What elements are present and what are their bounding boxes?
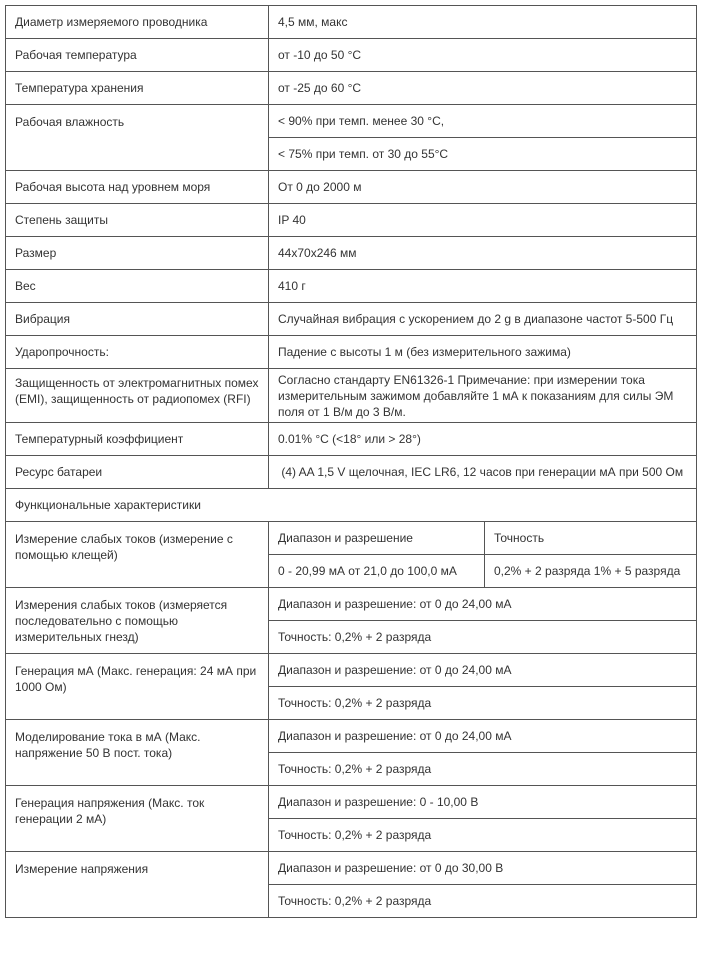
spec-label: Измерение слабых токов (измерение с помощью клещей) <box>6 522 269 588</box>
spec-label: Рабочая температура <box>6 39 269 72</box>
spec-value: < 90% при темп. менее 30 °C, <box>269 105 697 138</box>
spec-value: 0.01% °C (<18° или > 28°) <box>269 423 697 456</box>
range-value: Диапазон и разрешение: от 0 до 24,00 мА <box>269 588 697 621</box>
spec-value: 44x70x246 мм <box>269 237 697 270</box>
table-row <box>6 654 697 687</box>
range-value: Диапазон и разрешение: от 0 до 24,00 мА <box>269 720 697 753</box>
spec-value: от -10 до 50 °C <box>269 39 697 72</box>
spec-value: Согласно стандарту EN61326-1 Примечание: при измерении тока измерительным зажимом добавляйте 1 мА к показаниям для силы ЭМ поля от 1 В/м до 3 В/м. <box>269 369 697 423</box>
spec-value: < 75% при темп. от 30 до 55°C <box>269 138 697 171</box>
table-row <box>6 852 697 885</box>
spec-label: Рабочая высота над уровнем моря <box>6 171 269 204</box>
section-title: Функциональные характеристики <box>6 489 697 522</box>
spec-label: Степень защиты <box>6 204 269 237</box>
spec-label: Вес <box>6 270 269 303</box>
spec-label: Вибрация <box>6 303 269 336</box>
spec-label: Рабочая влажность <box>6 105 269 171</box>
table-row <box>6 303 697 336</box>
table-row <box>6 237 697 270</box>
spec-value: 4,5 мм, макс <box>269 6 697 39</box>
table-row <box>6 423 697 456</box>
spec-value: IP 40 <box>269 204 697 237</box>
table-row <box>6 171 697 204</box>
range-value: 0 - 20,99 мА от 21,0 до 100,0 мА <box>269 555 485 588</box>
table-row <box>6 72 697 105</box>
spec-label: Ударопрочность: <box>6 336 269 369</box>
spec-value: (4) AA 1,5 V щелочная, IEC LR6, 12 часов при генерации мА при 500 Ом <box>269 456 697 489</box>
spec-value: От 0 до 2000 м <box>269 171 697 204</box>
section-header-row <box>6 489 697 522</box>
spec-label: Измерение напряжения <box>6 852 269 918</box>
spec-value: Случайная вибрация с ускорением до 2 g в диапазоне частот 5-500 Гц <box>269 303 697 336</box>
spec-label: Измерения слабых токов (измеряется последовательно с помощью измерительных гнезд) <box>6 588 269 654</box>
spec-label: Генерация мА (Макс. генерация: 24 мА при 1000 Ом) <box>6 654 269 720</box>
spec-label: Размер <box>6 237 269 270</box>
table-row <box>6 336 697 369</box>
spec-label: Температура хранения <box>6 72 269 105</box>
table-row <box>6 39 697 72</box>
table-row <box>6 720 697 753</box>
table-row <box>6 105 697 138</box>
range-value: Диапазон и разрешение: от 0 до 24,00 мА <box>269 654 697 687</box>
accuracy-value: Точность: 0,2% + 2 разряда <box>269 753 697 786</box>
accuracy-value: Точность: 0,2% + 2 разряда <box>269 819 697 852</box>
table-row <box>6 204 697 237</box>
spec-label: Защищенность от электромагнитных помех (EMI), защищенность от радиопомех (RFI) <box>6 369 269 423</box>
table-row <box>6 369 697 423</box>
accuracy-header: Точность <box>485 522 697 555</box>
range-value: Диапазон и разрешение: 0 - 10,00 В <box>269 786 697 819</box>
accuracy-value: Точность: 0,2% + 2 разряда <box>269 621 697 654</box>
spec-value: от -25 до 60 °C <box>269 72 697 105</box>
accuracy-value: Точность: 0,2% + 2 разряда <box>269 885 697 918</box>
table-row <box>6 6 697 39</box>
table-row <box>6 522 697 555</box>
range-header: Диапазон и разрешение <box>269 522 485 555</box>
spec-label: Генерация напряжения (Макс. ток генерации 2 мА) <box>6 786 269 852</box>
spec-label: Температурный коэффициент <box>6 423 269 456</box>
table-row <box>6 456 697 489</box>
spec-value: Падение с высоты 1 м (без измерительного зажима) <box>269 336 697 369</box>
accuracy-value: 0,2% + 2 разряда 1% + 5 разряда <box>485 555 697 588</box>
spec-label: Ресурс батареи <box>6 456 269 489</box>
spec-value: 410 г <box>269 270 697 303</box>
specifications-table <box>5 5 697 918</box>
accuracy-value: Точность: 0,2% + 2 разряда <box>269 687 697 720</box>
table-row <box>6 588 697 621</box>
range-value: Диапазон и разрешение: от 0 до 30,00 В <box>269 852 697 885</box>
spec-label: Моделирование тока в мА (Макс. напряжение 50 В пост. тока) <box>6 720 269 786</box>
table-row <box>6 786 697 819</box>
table-row <box>6 270 697 303</box>
spec-label: Диаметр измеряемого проводника <box>6 6 269 39</box>
